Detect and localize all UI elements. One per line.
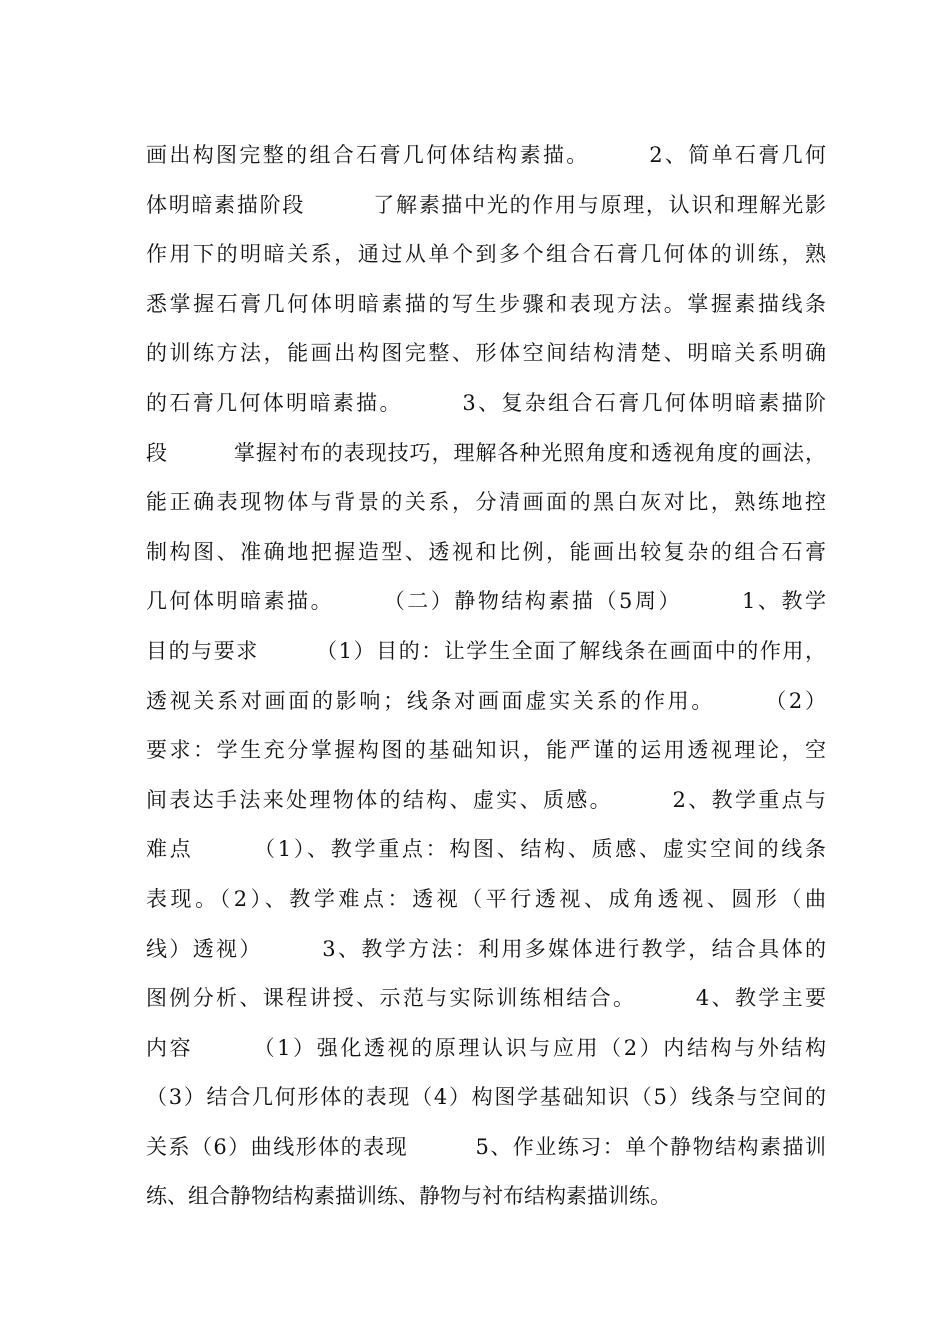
body-text (146, 131, 826, 1222)
text-line: （3）结合几何形体的表现（4）构图学基础知识（5）线条与空间的 (146, 1085, 826, 1110)
text-line: 表现。（2）、教学难点：透视（平行透视、成角透视、圆形（曲 (146, 886, 826, 911)
text-line: 制构图、准确地把握造型、透视和比例，能画出较复杂的组合石膏 (146, 539, 826, 564)
text-line: 段 掌握衬布的表现技巧，理解各种光照角度和透视角度的画法， (146, 440, 826, 465)
text-line: 几何体明暗素描。 （二）静物结构素描（5周） 1、教学 (146, 589, 826, 614)
text-line: 内容 （1）强化透视的原理认识与应用（2）内结构与外结构 (146, 1035, 826, 1060)
text-line: 画出构图完整的组合石膏几何体结构素描。 2、简单石膏几何 (146, 143, 826, 167)
text-line: 图例分析、课程讲授、示范与实际训练相结合。 4、教学主要 (146, 986, 826, 1011)
text-line: 要求：学生充分掌握构图的基础知识，能严谨的运用透视理论，空 (146, 738, 826, 763)
text-line: 练、组合静物结构素描训练、静物与衬布结构素描训练。 (146, 1184, 671, 1209)
text-line: 目的与要求 （1）目的：让学生全面了解线条在画面中的作用， (146, 638, 826, 663)
text-line: 难点 （1）、教学重点：构图、结构、质感、虚实空间的线条 (146, 837, 826, 862)
text-line: 体明暗素描阶段 了解素描中光的作用与原理，认识和理解光影 (146, 192, 826, 217)
text-line: 作用下的明暗关系，通过从单个到多个组合石膏几何体的训练，熟 (146, 242, 826, 267)
text-line: 能正确表现物体与背景的关系，分清画面的黑白灰对比，熟练地控 (146, 490, 826, 515)
text-line: 悉掌握石膏几何体明暗素描的写生步骤和表现方法。掌握素描线条 (146, 291, 826, 316)
text-line: 的石膏几何体明暗素描。 3、复杂组合石膏几何体明暗素描阶 (146, 390, 826, 415)
text-line: 线）透视） 3、教学方法：利用多媒体进行教学，结合具体的 (146, 936, 826, 961)
text-line: 透视关系对画面的影响；线条对画面虚实关系的作用。 （2） (146, 688, 826, 713)
text-line: 关系（6）曲线形体的表现 5、作业练习：单个静物结构素描训 (146, 1134, 826, 1159)
text-line: 的训练方法，能画出构图完整、形体空间结构清楚、明暗关系明确 (146, 341, 826, 366)
text-line: 间表达手法来处理物体的结构、虚实、质感。 2、教学重点与 (146, 787, 826, 812)
